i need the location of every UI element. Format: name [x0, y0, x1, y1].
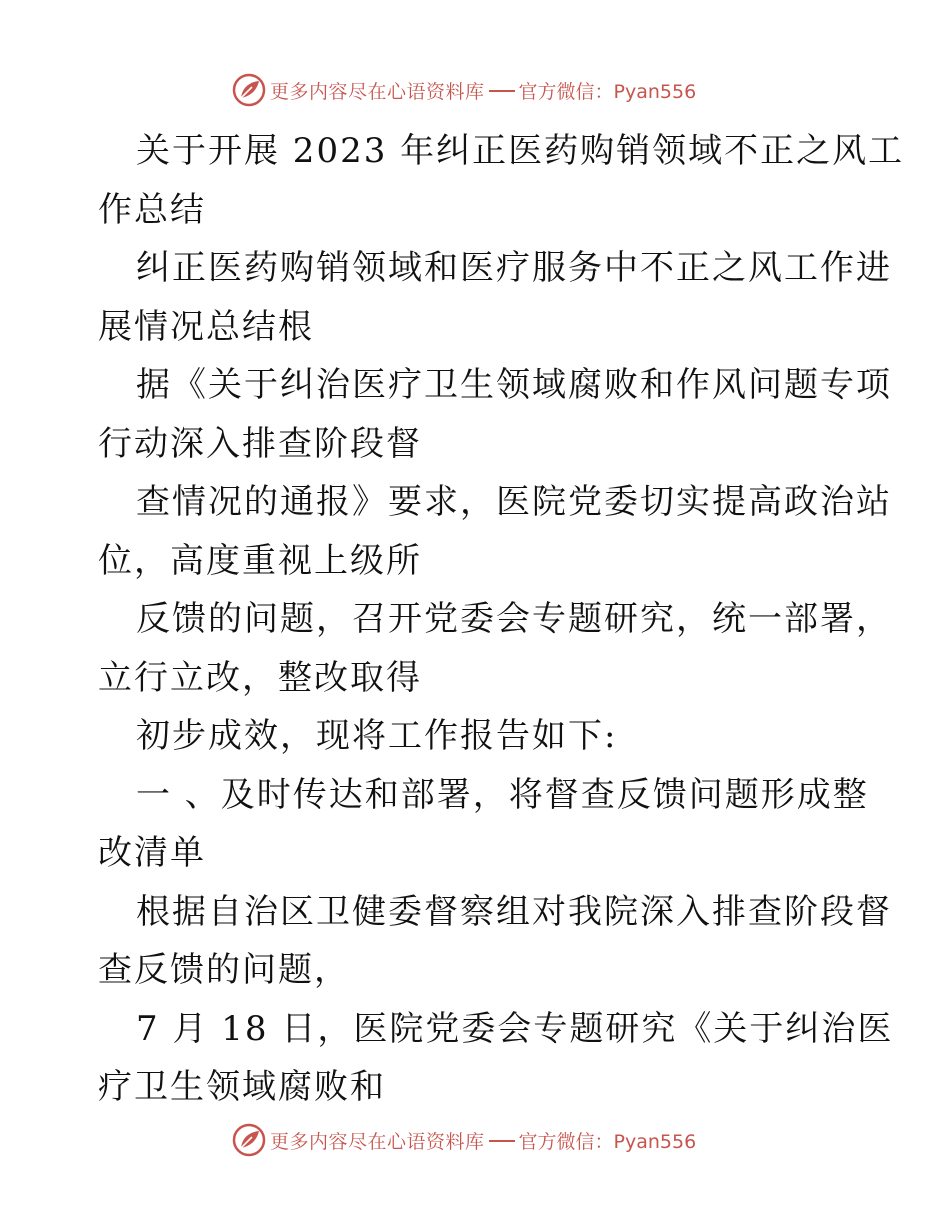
banner-separator	[489, 90, 515, 92]
banner-text: 更多内容尽在心语资料库	[270, 1130, 485, 1153]
paragraph-line: 反馈的问题，召开党委会专题研究，统一部署，	[136, 599, 892, 639]
paragraph-line: 行动深入排查阶段督	[98, 423, 422, 464]
document-body	[98, 122, 905, 1117]
paragraph-line: 立行立改，整改取得	[98, 657, 422, 698]
paragraph-line: 7 月 18 日，医院党委会专题研究《关于纠治医	[136, 1008, 894, 1049]
section-heading-line: 改清单	[98, 833, 206, 873]
leaf-logo-icon	[232, 1123, 266, 1157]
paragraph-line: 位，高度重视上级所	[98, 540, 422, 581]
footer-banner	[232, 1122, 696, 1158]
section-heading-line: 一 、及时传达和部署，将督查反馈问题形成整	[136, 774, 869, 815]
paragraph-line: 展情况总结根	[98, 306, 314, 347]
banner-separator	[489, 1140, 515, 1142]
banner-wechat: 官方微信：Pyan556	[518, 1130, 697, 1153]
paragraph-line: 据《关于纠治医疗卫生领域腐败和作风问题专项	[136, 365, 892, 405]
header-banner	[232, 72, 696, 108]
banner-wechat: 官方微信：Pyan556	[518, 80, 697, 103]
title-line-2: 作总结	[98, 189, 206, 230]
paragraph-line: 根据自治区卫健委督察组对我院深入排查阶段督	[136, 891, 892, 932]
paragraph-line: 疗卫生领域腐败和	[98, 1067, 386, 1107]
paragraph-line: 初步成效，现将工作报告如下:	[136, 716, 618, 756]
paragraph-line: 查反馈的问题，	[98, 950, 350, 990]
leaf-logo-icon	[232, 73, 266, 107]
paragraph-line: 纠正医药购销领域和医疗服务中不正之风工作进	[136, 248, 892, 288]
paragraph-line: 查情况的通报》要求，医院党委切实提高政治站	[136, 482, 892, 522]
banner-text: 更多内容尽在心语资料库	[270, 80, 485, 103]
title-line-1: 关于开展 2023 年纠正医药购销领域不正之风工	[136, 131, 905, 171]
